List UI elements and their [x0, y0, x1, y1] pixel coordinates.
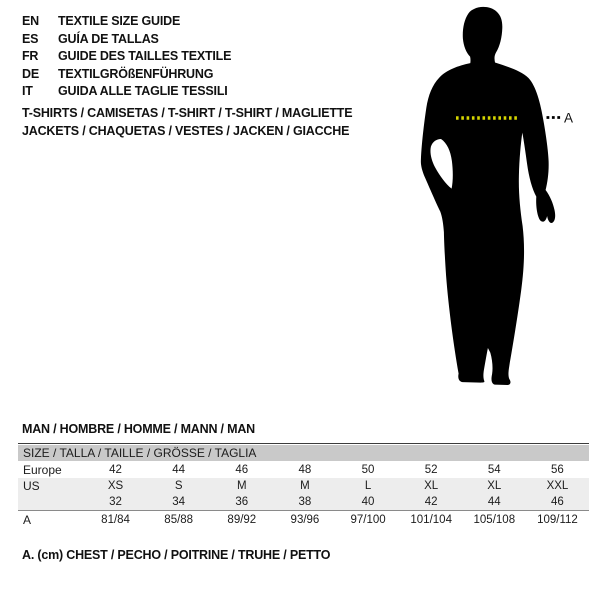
- man-silhouette: [421, 7, 555, 385]
- language-label: GUIDE DES TAILLES TEXTILE: [58, 49, 232, 63]
- table-cell: 52: [424, 463, 438, 476]
- table-row-a-chest: [18, 510, 589, 528]
- table-cell: 105/108: [473, 513, 516, 526]
- language-code: ES: [22, 31, 39, 46]
- row-label: US: [23, 479, 40, 493]
- table-row-us-numeric: [18, 494, 589, 510]
- man-silhouette-figure: [395, 0, 575, 400]
- table-cell: 50: [361, 463, 375, 476]
- section-title-man: MAN / HOMBRE / HOMME / MANN / MAN: [22, 422, 255, 436]
- language-row-it: [22, 83, 231, 101]
- garment-line-jackets: JACKETS / CHAQUETAS / VESTES / JACKEN / GIACCHE: [22, 123, 350, 138]
- table-cell: 101/104: [410, 513, 452, 526]
- table-cell: 38: [298, 496, 312, 508]
- language-row-de: [22, 66, 231, 84]
- table-cell: M: [300, 480, 310, 492]
- language-row-fr: [22, 48, 231, 66]
- table-cell: 81/84: [101, 513, 130, 526]
- table-cell: 46: [235, 463, 249, 476]
- table-cell: 85/88: [164, 513, 194, 526]
- table-cell: 42: [424, 496, 438, 508]
- table-cell: 40: [361, 496, 375, 508]
- table-cell: 109/112: [537, 513, 578, 526]
- table-cell: XL: [424, 480, 439, 492]
- table-cell: 36: [235, 496, 249, 508]
- measure-label-a: A: [564, 110, 574, 126]
- language-code: DE: [22, 66, 39, 81]
- row-label: A: [23, 512, 32, 527]
- table-row-europe: [18, 461, 589, 478]
- language-row-en: [22, 13, 231, 31]
- table-cell: S: [174, 480, 183, 492]
- table-cell: 32: [109, 496, 122, 508]
- table-cell: 48: [298, 463, 312, 476]
- row-label: Europe: [23, 462, 62, 477]
- footnote-measure-legend: A. (cm) CHEST / PECHO / POITRINE / TRUHE / PETTO: [22, 548, 331, 562]
- language-row-es: [22, 31, 231, 49]
- language-label: TEXTILGRÖßENFÜHRUNG: [58, 66, 214, 81]
- table-cell: 93/96: [290, 513, 320, 526]
- table-cell: XS: [107, 480, 124, 492]
- table-cell: XL: [487, 480, 502, 492]
- garment-line-tshirts: T-SHIRTS / CAMISETAS / T-SHIRT / T-SHIRT / MAGLIETTE: [22, 106, 353, 120]
- size-table-header: SIZE / TALLA / TAILLE / GRÖSSE / TAGLIA: [18, 445, 589, 461]
- size-table: [18, 443, 589, 528]
- language-code: FR: [22, 49, 39, 63]
- table-cell: 44: [487, 496, 501, 508]
- language-code: IT: [22, 84, 33, 98]
- table-cell: 34: [172, 496, 186, 508]
- language-label: TEXTILE SIZE GUIDE: [58, 14, 181, 28]
- language-label: GUIDA ALLE TAGLIE TESSILI: [58, 84, 228, 98]
- table-cell: 46: [551, 496, 564, 508]
- table-cell: 97/100: [350, 513, 386, 526]
- table-cell: XXL: [546, 480, 569, 492]
- table-cell: 56: [551, 463, 564, 476]
- language-guide-list: [22, 13, 231, 101]
- table-cell: L: [364, 480, 372, 492]
- table-cell: 89/92: [227, 513, 257, 526]
- table-cell: 42: [109, 463, 122, 476]
- table-cell: 44: [172, 463, 186, 476]
- table-cell: M: [237, 480, 247, 492]
- garment-types: [22, 105, 352, 140]
- language-label: GUÍA DE TALLAS: [58, 31, 159, 46]
- table-cell: 54: [487, 463, 501, 476]
- table-row-us: [18, 478, 589, 494]
- language-code: EN: [22, 14, 39, 28]
